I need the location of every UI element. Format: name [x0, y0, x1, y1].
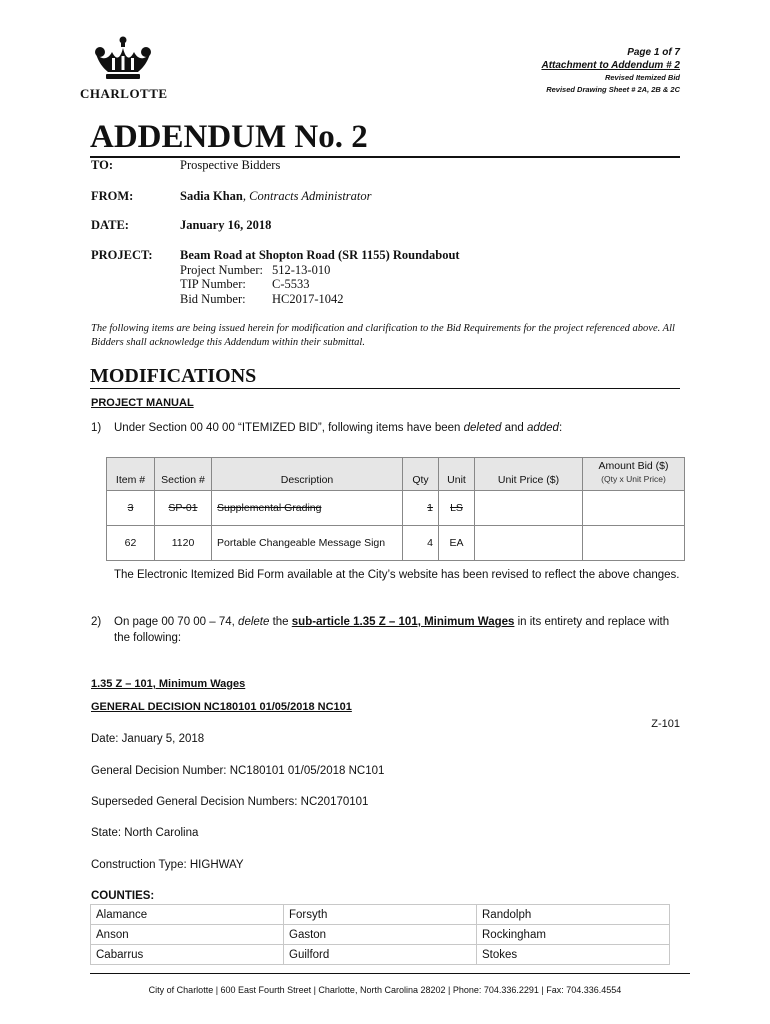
- row-qty: 4: [403, 526, 439, 561]
- revised-sheet-label: Revised Drawing Sheet # 2A, 2B & 2C: [546, 85, 680, 94]
- item-2-a: On page 00 70 00 – 74,: [114, 616, 239, 628]
- construction-type: Construction Type: HIGHWAY: [91, 859, 244, 871]
- project-name: Beam Road at Shopton Road (SR 1155) Roundabout: [180, 248, 460, 262]
- item-2-continued: the following:: [114, 632, 182, 644]
- project-manual-heading: PROJECT MANUAL: [91, 397, 194, 409]
- project-label: PROJECT:: [91, 248, 153, 262]
- col-amount-sub: (Qty x Unit Price): [601, 474, 666, 484]
- table-note: The Electronic Itemized Bid Form available at the City’s website has been revised to reflect the above changes.: [114, 569, 680, 581]
- col-description: Description: [212, 458, 403, 491]
- revised-bid-label: Revised Itemized Bid: [604, 73, 680, 82]
- row-amount[interactable]: [583, 526, 685, 561]
- logo-text: CHARLOTTE: [80, 86, 168, 101]
- row-section: 1120: [155, 526, 212, 561]
- row-description: Supplemental Grading: [212, 491, 403, 526]
- date-value: January 16, 2018: [180, 218, 272, 232]
- z101-label: Z-101: [651, 718, 680, 730]
- tip-number-label: TIP Number:: [180, 277, 246, 291]
- county-cell: Stokes: [477, 945, 670, 965]
- col-item: Item #: [107, 458, 155, 491]
- item-2-text: [91, 614, 669, 630]
- tip-number-value: C-5533: [272, 277, 310, 291]
- county-cell: Randolph: [477, 905, 670, 925]
- row-item: 3: [107, 491, 155, 526]
- from-value: [180, 189, 372, 204]
- table-row: [91, 905, 670, 925]
- document-title: ADDENDUM No. 2: [90, 118, 680, 158]
- itemized-bid-table: [106, 457, 685, 561]
- table-row: [107, 526, 685, 561]
- footer-divider: [90, 973, 690, 974]
- row-description: Portable Changeable Message Sign: [212, 526, 403, 561]
- county-cell: Guilford: [284, 945, 477, 965]
- item-2-c: in its entirety and replace with: [514, 616, 670, 628]
- footer-contact: City of Charlotte | 600 East Fourth Street | Charlotte, North Carolina 28202 | Phone: 704.336.2291 | Fax: 704.336.4554: [148, 985, 622, 995]
- row-amount[interactable]: [583, 491, 685, 526]
- from-name: Sadia Khan: [180, 189, 243, 203]
- item-1-a: Under Section 00 40 00 “ITEMIZED BID”, following items have been: [114, 422, 464, 434]
- county-cell: Rockingham: [477, 925, 670, 945]
- modifications-title: MODIFICATIONS: [90, 364, 680, 389]
- project-number-value: 512-13-010: [272, 263, 331, 277]
- page-number: Page 1 of 7: [627, 47, 680, 58]
- row-unit: EA: [439, 526, 475, 561]
- county-cell: Alamance: [91, 905, 284, 925]
- table-header-row: [107, 458, 685, 491]
- from-label: FROM:: [91, 189, 134, 203]
- county-cell: Gaston: [284, 925, 477, 945]
- general-decision-number: General Decision Number: NC180101 01/05/2018 NC101: [91, 765, 385, 777]
- row-unit: LS: [439, 491, 475, 526]
- general-decision-heading: GENERAL DECISION NC180101 01/05/2018 NC101: [91, 701, 352, 713]
- row-unit-price[interactable]: [475, 491, 583, 526]
- row-qty: 1: [403, 491, 439, 526]
- item-2-b: the: [269, 616, 292, 628]
- item-1-added: added: [526, 422, 559, 434]
- table-row: [91, 945, 670, 965]
- row-item: 62: [107, 526, 155, 561]
- project-number-line: [180, 263, 331, 278]
- item-1-number: 1): [91, 422, 102, 434]
- col-amount: [583, 458, 685, 491]
- table-row: [107, 491, 685, 526]
- item-1-text: [91, 420, 562, 436]
- bid-number-line: [180, 292, 344, 307]
- col-amount-label: Amount Bid ($): [598, 460, 669, 472]
- col-unit: Unit: [439, 458, 475, 491]
- item-2-subarticle: sub-article 1.35 Z – 101, Minimum Wages: [291, 616, 515, 628]
- county-cell: Forsyth: [284, 905, 477, 925]
- table-row: [91, 925, 670, 945]
- date-label: DATE:: [91, 218, 129, 232]
- intro-paragraph: The following items are being issued herein for modification and clarification to the Bid Requirements for the project referenced above. All Bidders shall acknowledge this Addendum within their submittal.: [91, 323, 675, 348]
- crown-icon: [92, 36, 154, 84]
- bid-number-value: HC2017-1042: [272, 292, 344, 306]
- item-1-deleted: deleted: [463, 422, 502, 434]
- from-title: , Contracts Administrator: [242, 189, 372, 203]
- project-number-label: Project Number:: [180, 263, 263, 277]
- to-label: TO:: [91, 158, 113, 172]
- col-qty: Qty: [403, 458, 439, 491]
- bid-number-label: Bid Number:: [180, 292, 246, 306]
- item-2-number: 2): [91, 616, 102, 628]
- minimum-wages-heading: 1.35 Z – 101, Minimum Wages: [91, 678, 246, 690]
- row-section: SP-01: [155, 491, 212, 526]
- col-unit-price: Unit Price ($): [475, 458, 583, 491]
- county-cell: Anson: [91, 925, 284, 945]
- item-1-end: :: [558, 422, 563, 434]
- tip-number-line: [180, 277, 310, 292]
- col-section: Section #: [155, 458, 212, 491]
- wage-date: Date: January 5, 2018: [91, 733, 205, 745]
- state: State: North Carolina: [91, 827, 199, 839]
- superseded-numbers: Superseded General Decision Numbers: NC20170101: [91, 796, 369, 808]
- attachment-label: Attachment to Addendum # 2: [541, 60, 680, 71]
- counties-table: [90, 904, 670, 965]
- item-1-and: and: [501, 422, 527, 434]
- header-info: [541, 46, 680, 96]
- item-2-delete: delete: [238, 616, 270, 628]
- county-cell: Cabarrus: [91, 945, 284, 965]
- row-unit-price[interactable]: [475, 526, 583, 561]
- counties-label: COUNTIES:: [91, 890, 155, 902]
- charlotte-logo: [80, 36, 175, 102]
- to-value: Prospective Bidders: [180, 158, 281, 172]
